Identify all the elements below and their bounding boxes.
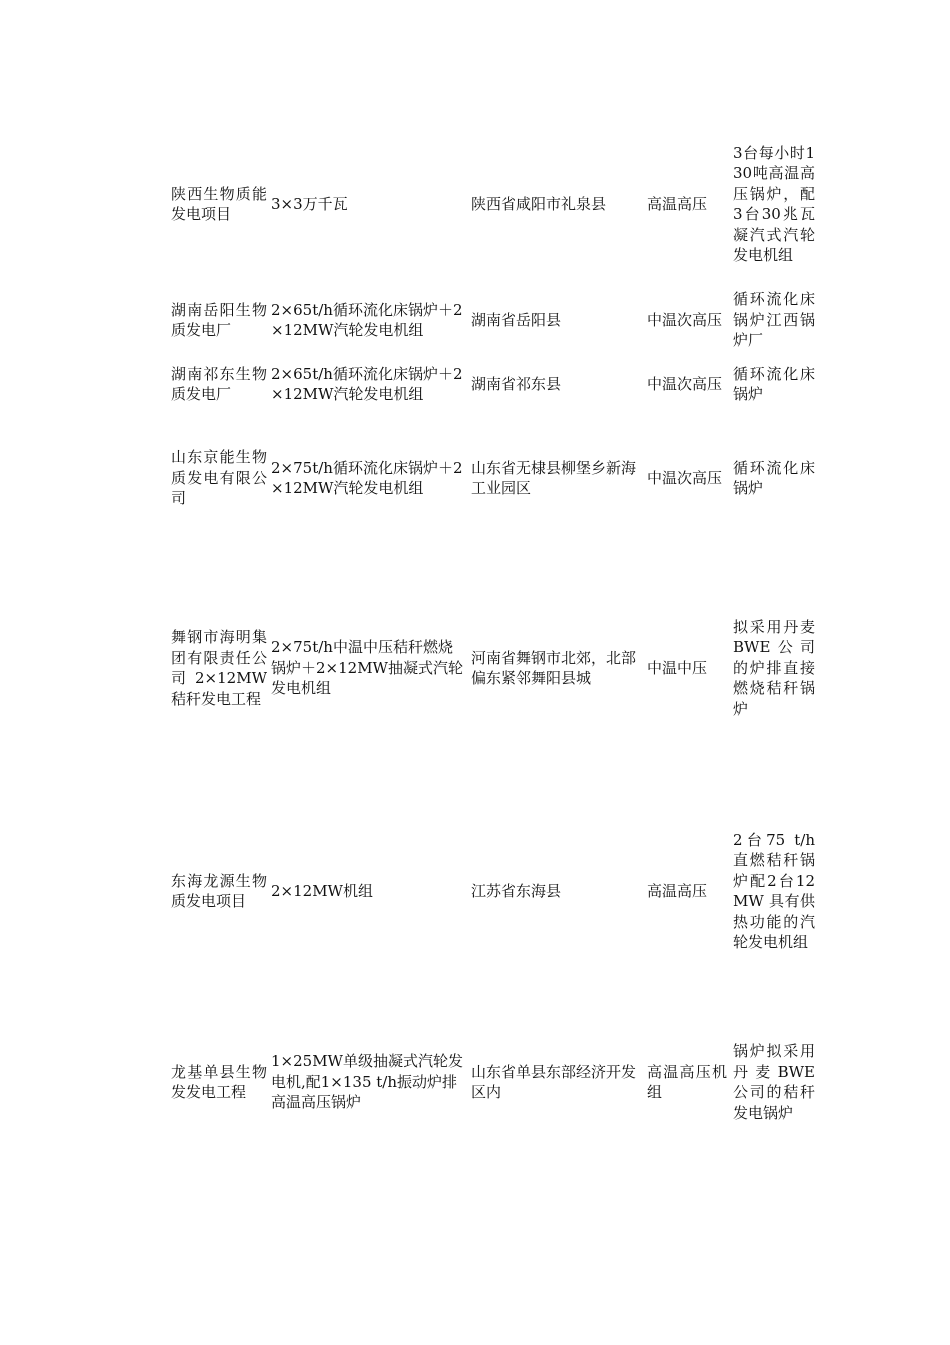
table-row — [0, 362, 950, 406]
table-row — [0, 288, 950, 352]
capacity-cell: 2×65t/h循环流化床锅炉＋2×12MW汽轮发电机组 — [271, 364, 463, 403]
location-cell: 山东省无棣县柳堡乡新海工业园区 — [471, 458, 637, 497]
project-name-cell: 山东京能生物质发电有限公司 — [171, 448, 267, 508]
table-row — [0, 1028, 950, 1136]
project-name-cell: 舞钢市海明集团有限责任公司2×12MW秸秆发电工程 — [171, 628, 267, 708]
table-row — [0, 614, 950, 722]
capacity-cell: 2×75t/h循环流化床锅炉＋2×12MW汽轮发电机组 — [271, 458, 463, 497]
capacity-cell: 2×75t/h中温中压秸秆燃烧锅炉＋2×12MW抽凝式汽轮发电机组 — [271, 638, 463, 698]
equipment-cell: 循环流化床锅炉 — [733, 364, 815, 403]
parameters-cell: 高温高压 — [647, 881, 708, 900]
location-cell: 河南省舞钢市北郊，北部偏东紧邻舞阳县城 — [471, 648, 637, 687]
parameters-cell: 中温次高压 — [647, 310, 723, 329]
parameters-cell: 中温次高压 — [647, 468, 723, 487]
equipment-cell: 循环流化床锅炉江西锅炉厂 — [733, 290, 815, 350]
equipment-cell: 2台75 t/h直燃秸秆锅炉配2台12MW 具有供热功能的汽轮发电机组 — [733, 830, 815, 951]
table-row — [0, 126, 950, 282]
parameters-cell: 中温次高压 — [647, 374, 723, 393]
equipment-cell: 锅炉拟采用丹麦BWE公司的秸秆发电锅炉 — [733, 1042, 815, 1122]
location-cell: 江苏省东海县 — [471, 881, 562, 900]
capacity-cell: 2×12MW机组 — [271, 881, 373, 900]
location-cell: 山东省单县东部经济开发区内 — [471, 1062, 637, 1101]
equipment-cell: 3台每小时130吨高温高压锅炉，配3台30兆瓦凝汽式汽轮发电机组 — [733, 143, 815, 264]
location-cell: 陕西省咸阳市礼泉县 — [471, 194, 607, 213]
equipment-cell: 拟采用丹麦BWE公司的炉排直接燃烧秸秆锅炉 — [733, 617, 815, 718]
location-cell: 湖南省岳阳县 — [471, 310, 562, 329]
project-name-cell: 湖南祁东生物质发电厂 — [171, 364, 267, 403]
parameters-cell: 中温中压 — [647, 658, 708, 677]
project-name-cell: 湖南岳阳生物质发电厂 — [171, 300, 267, 339]
project-name-cell: 东海龙源生物质发电项目 — [171, 871, 267, 910]
project-name-cell: 龙基单县生物发发电工程 — [171, 1062, 267, 1101]
table-row — [0, 446, 950, 510]
parameters-cell: 高温高压 — [647, 194, 708, 213]
location-cell: 湖南省祁东县 — [471, 374, 562, 393]
capacity-cell: 2×65t/h循环流化床锅炉＋2×12MW汽轮发电机组 — [271, 300, 463, 339]
parameters-cell: 高温高压机组 — [647, 1062, 727, 1101]
capacity-cell: 1×25MW单级抽凝式汽轮发电机,配1×135 t/h振动炉排高温高压锅炉 — [271, 1052, 463, 1112]
project-name-cell: 陕西生物质能发电项目 — [171, 184, 267, 223]
table-row — [0, 815, 950, 967]
equipment-cell: 循环流化床锅炉 — [733, 458, 815, 497]
capacity-cell: 3×3万千瓦 — [271, 194, 348, 213]
